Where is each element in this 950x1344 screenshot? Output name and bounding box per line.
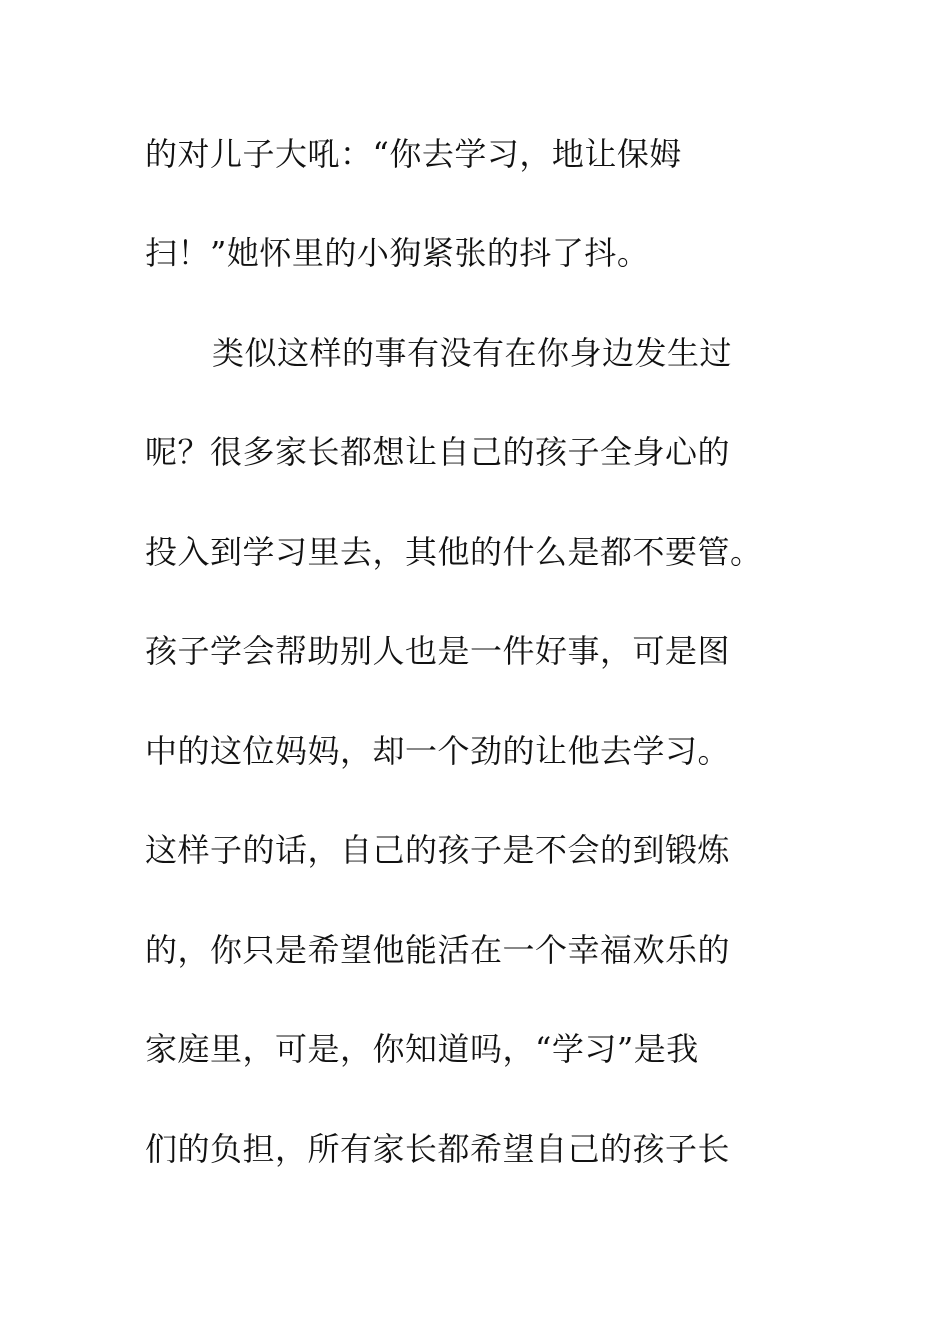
text-line: 们的负担，所有家长都希望自己的孩子长 <box>145 1130 731 1168</box>
text-line: 扫！”她怀里的小狗紧张的抖了抖。 <box>145 234 650 272</box>
text-line: 中的这位妈妈，却一个劲的让他去学习。 <box>145 732 731 770</box>
text-line: 呢？很多家长都想让自己的孩子全身心的 <box>145 433 731 471</box>
text-line: 这样子的话，自己的孩子是不会的到锻炼 <box>145 831 731 869</box>
text-line: 家庭里，可是，你知道吗，“学习”是我 <box>145 1030 699 1068</box>
text-line: 孩子学会帮助别人也是一件好事，可是图 <box>145 632 731 670</box>
paragraph-first-line: 类似这样的事有没有在你身边发生过 <box>212 334 733 372</box>
text-line: 的，你只是希望他能活在一个幸福欢乐的 <box>145 931 731 969</box>
text-line: 投入到学习里去，其他的什么是都不要管。 <box>145 533 763 571</box>
text-line: 的对儿子大吼：“你去学习，地让保姆 <box>145 135 682 173</box>
